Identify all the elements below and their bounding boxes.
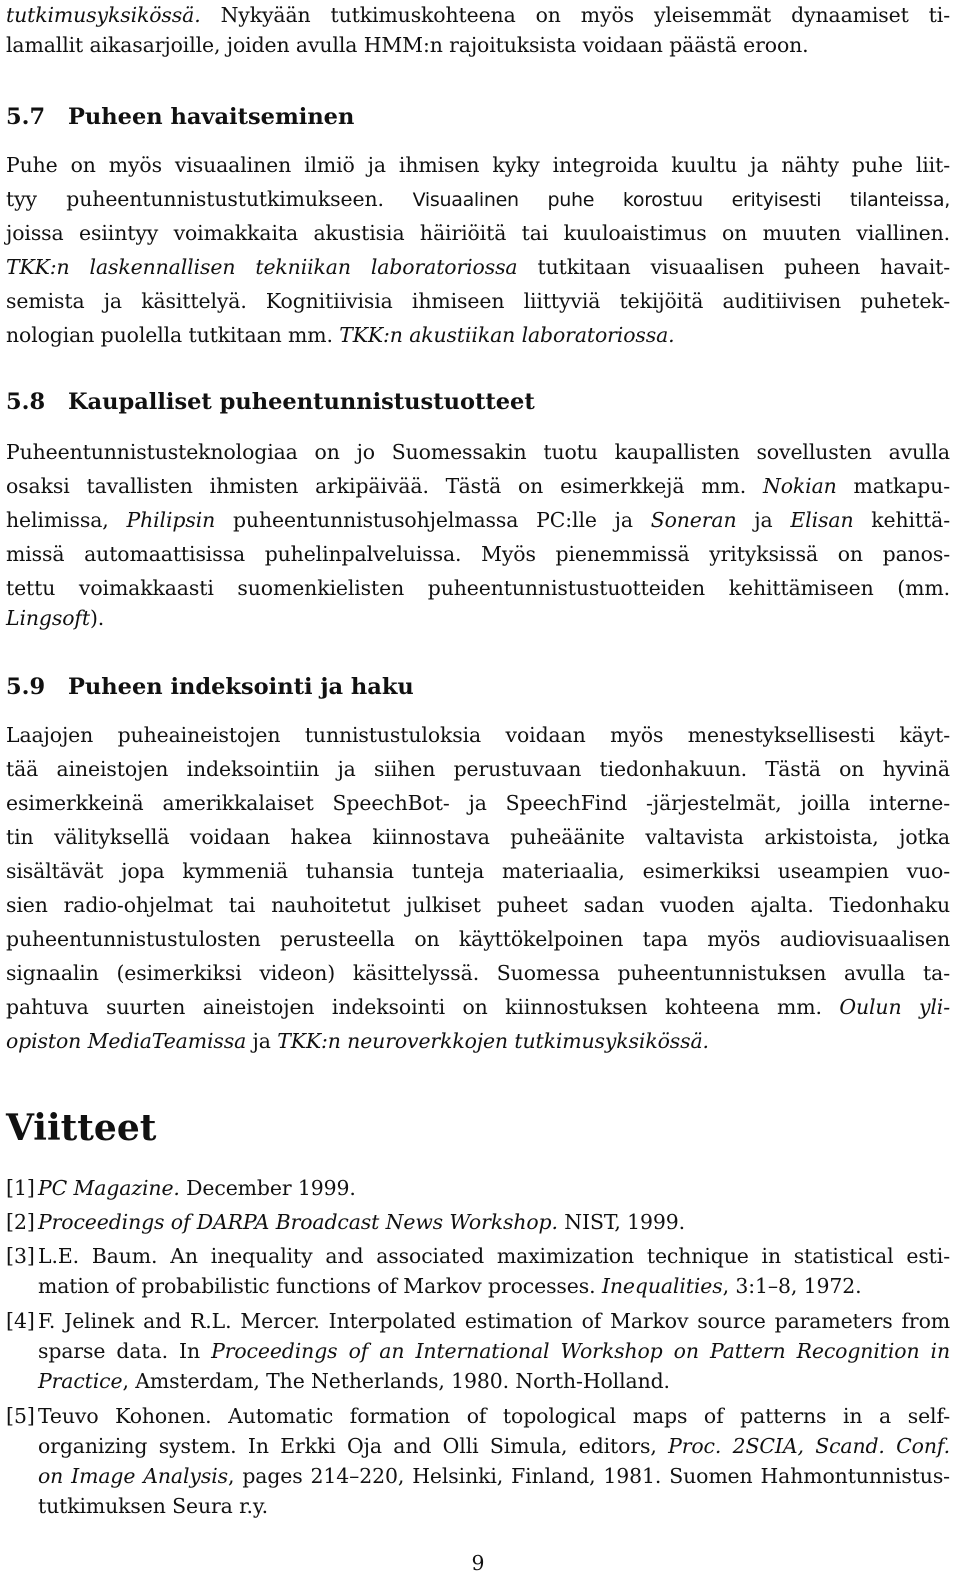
text-span: pahtuva suurten aineistojen indeksointi on kiinnostuksen kohteena mm. bbox=[6, 995, 840, 1019]
paragraph-line: sien radio-ohjelmat tai nauhoitetut julkiset puheet sadan vuoden ajalta. Tiedonhaku bbox=[6, 893, 950, 917]
text-span: kehittä- bbox=[853, 508, 950, 532]
text-span: December 1999. bbox=[179, 1176, 356, 1200]
section-number: 5.9 bbox=[6, 674, 46, 700]
paragraph-line: tettu voimakkaasti suomenkielisten puheentunnistustuotteiden kehittämiseen (mm. bbox=[6, 576, 950, 600]
text-span: NIST, 1999. bbox=[557, 1210, 685, 1234]
text-span: puheentunnistusohjelmassa PC:lle ja bbox=[215, 508, 651, 532]
org-name: Oulun yli- bbox=[839, 995, 950, 1019]
reference-3-line-1: L.E. Baum. An inequality and associated maximization technique in statistical esti- bbox=[38, 1244, 950, 1268]
reference-number: [2] bbox=[6, 1210, 35, 1234]
org-name: opiston MediaTeamissa bbox=[6, 1029, 247, 1053]
paragraph-line: sisältävät jopa kymmeniä tuhansia tunteja materiaalia, esimerkiksi useampien vuo- bbox=[6, 859, 950, 883]
paragraph-line bbox=[6, 1026, 950, 1056]
lab-name: TKK:n laskennallisen tekniikan laboratoriossa bbox=[6, 255, 518, 279]
section-heading-5-7 bbox=[6, 100, 354, 134]
reference-4-line-1: F. Jelinek and R.L. Mercer. Interpolated estimation of Markov source parameters from bbox=[38, 1309, 950, 1333]
company-name: Soneran bbox=[650, 508, 737, 532]
text-span: , 3:1–8, 1972. bbox=[722, 1274, 862, 1298]
lab-name: TKK:n akustiikan laboratoriossa. bbox=[339, 323, 675, 347]
paragraph-line bbox=[6, 252, 950, 282]
references-heading: Viitteet bbox=[6, 1107, 157, 1149]
reference-5-line-3 bbox=[38, 1461, 950, 1491]
text-span: tyy puheentunnistustutkimukseen. bbox=[6, 187, 384, 211]
paragraph-line: semista ja käsittelyä. Kognitiivisia ihmiseen liittyviä tekijöitä auditiivisen puhetek- bbox=[6, 289, 950, 313]
paragraph-line: esimerkkeinä amerikkalaiset SpeechBot- ja SpeechFind -järjestelmät, joilla interne- bbox=[6, 791, 950, 815]
reference-4-line-2 bbox=[38, 1336, 950, 1366]
section-title: Kaupalliset puheentunnistustuotteet bbox=[68, 389, 535, 415]
section-heading-5-8 bbox=[6, 385, 535, 419]
reference-source: on Image Analysis bbox=[38, 1464, 228, 1488]
reference-source: Practice bbox=[38, 1369, 123, 1393]
text-span: ja bbox=[736, 508, 791, 532]
paragraph-line: missä automaattisissa puhelinpalveluissa. Myös pienemmissä yrityksissä on panos- bbox=[6, 542, 950, 566]
reference-5-line-1: Teuvo Kohonen. Automatic formation of topological maps of patterns in a self- bbox=[38, 1404, 950, 1428]
section-number: 5.7 bbox=[6, 104, 46, 130]
reference-source: Inequalities bbox=[601, 1274, 723, 1298]
text-span: nologian puolella tutkitaan mm. bbox=[6, 323, 340, 347]
paragraph-line bbox=[6, 471, 950, 501]
text-span: tutkitaan visuaalisen puheen havait- bbox=[517, 255, 950, 279]
company-name: Lingsoft bbox=[6, 606, 90, 630]
paragraph-line: Puheentunnistusteknologiaa on jo Suomessakin tuotu kaupallisten sovellusten avulla bbox=[6, 440, 950, 464]
reference-2 bbox=[38, 1207, 950, 1237]
paragraph-line: tää aineistojen indeksointiin ja siihen perustuvaan tiedonhakuun. Tästä on hyvinä bbox=[6, 757, 950, 781]
reference-3-line-2 bbox=[38, 1271, 950, 1301]
intro-italic-text: tutkimusyksikössä. bbox=[6, 3, 201, 27]
company-name: Nokian bbox=[762, 474, 837, 498]
reference-source: Proceedings of DARPA Broadcast News Workshop. bbox=[38, 1210, 558, 1234]
reference-source: Proc. 2SCIA, Scand. Conf. bbox=[668, 1434, 950, 1458]
paragraph-line bbox=[6, 320, 950, 350]
paragraph-line bbox=[6, 992, 950, 1022]
paragraph-line bbox=[6, 603, 950, 633]
reference-source: Proceedings of an International Workshop on Pattern Recognition in bbox=[211, 1339, 951, 1363]
intro-line-1 bbox=[6, 0, 950, 30]
reference-4-line-3 bbox=[38, 1366, 950, 1396]
text-span: , pages 214–220, Helsinki, Finland, 1981. Suomen Hahmontunnistus- bbox=[227, 1464, 950, 1488]
section-title: Puheen indeksointi ja haku bbox=[68, 674, 414, 700]
reference-number: [5] bbox=[6, 1404, 35, 1428]
paragraph-line: joissa esiintyy voimakkaita akustisia häiriöitä tai kuuloaistimus on muuten viallinen. bbox=[6, 221, 950, 245]
reference-1 bbox=[38, 1173, 950, 1203]
text-span: sparse data. In bbox=[38, 1339, 212, 1363]
section-number: 5.8 bbox=[6, 389, 46, 415]
reference-number: [4] bbox=[6, 1309, 35, 1333]
page-number: 9 bbox=[471, 1551, 485, 1575]
reference-source: PC Magazine. bbox=[38, 1176, 180, 1200]
text-span: helimissa, bbox=[6, 508, 127, 532]
text-span: ). bbox=[89, 606, 105, 630]
intro-text: Nykyään tutkimuskohteena on myös yleisemmät dynaamiset ti- bbox=[200, 3, 950, 27]
reference-5-line-4: tutkimuksen Seura r.y. bbox=[38, 1494, 269, 1518]
company-name: Elisan bbox=[790, 508, 854, 532]
reference-number: [3] bbox=[6, 1244, 35, 1268]
paragraph-line: puheentunnistustulosten perusteella on käyttökelpoinen tapa myös audiovisuaalisen bbox=[6, 927, 950, 951]
company-name: Philipsin bbox=[126, 508, 216, 532]
text-span: organizing system. In Erkki Oja and Olli Simula, editors, bbox=[38, 1434, 669, 1458]
paragraph-line bbox=[6, 184, 950, 214]
org-name: TKK:n neuroverkkojen tutkimusyksikössä. bbox=[277, 1029, 709, 1053]
paragraph-line: signaalin (esimerkiksi videon) käsittelyssä. Suomessa puheentunnistuksen avulla ta- bbox=[6, 961, 950, 985]
reference-number: [1] bbox=[6, 1176, 35, 1200]
paragraph-line bbox=[6, 505, 950, 535]
text-span: mation of probabilistic functions of Markov processes. bbox=[38, 1274, 602, 1298]
paragraph-line: Puhe on myös visuaalinen ilmiö ja ihmisen kyky integroida kuultu ja nähty puhe liit- bbox=[6, 153, 950, 177]
reference-5-line-2 bbox=[38, 1431, 950, 1461]
text-span: matkapu- bbox=[836, 474, 950, 498]
section-heading-5-9 bbox=[6, 670, 414, 704]
intro-line-2: lamallit aikasarjoille, joiden avulla HMM:n rajoituksista voidaan päästä eroon. bbox=[6, 33, 809, 57]
text-span: , Amsterdam, The Netherlands, 1980. North-Holland. bbox=[122, 1369, 670, 1393]
paragraph-line: Laajojen puheaineistojen tunnistustuloksia voidaan myös menestyksellisesti käyt- bbox=[6, 723, 950, 747]
section-title: Puheen havaitseminen bbox=[68, 104, 355, 130]
paragraph-line: tin välityksellä voidaan hakea kiinnostava puheäänite valtavista arkistoista, jotka bbox=[6, 825, 950, 849]
sans-text-span: Visuaalinen puhe korostuu erityisesti tilanteissa, bbox=[383, 189, 950, 211]
text-span: ja bbox=[246, 1029, 278, 1053]
text-span: osaksi tavallisten ihmisten arkipäivää. Tästä on esimerkkejä mm. bbox=[6, 474, 763, 498]
